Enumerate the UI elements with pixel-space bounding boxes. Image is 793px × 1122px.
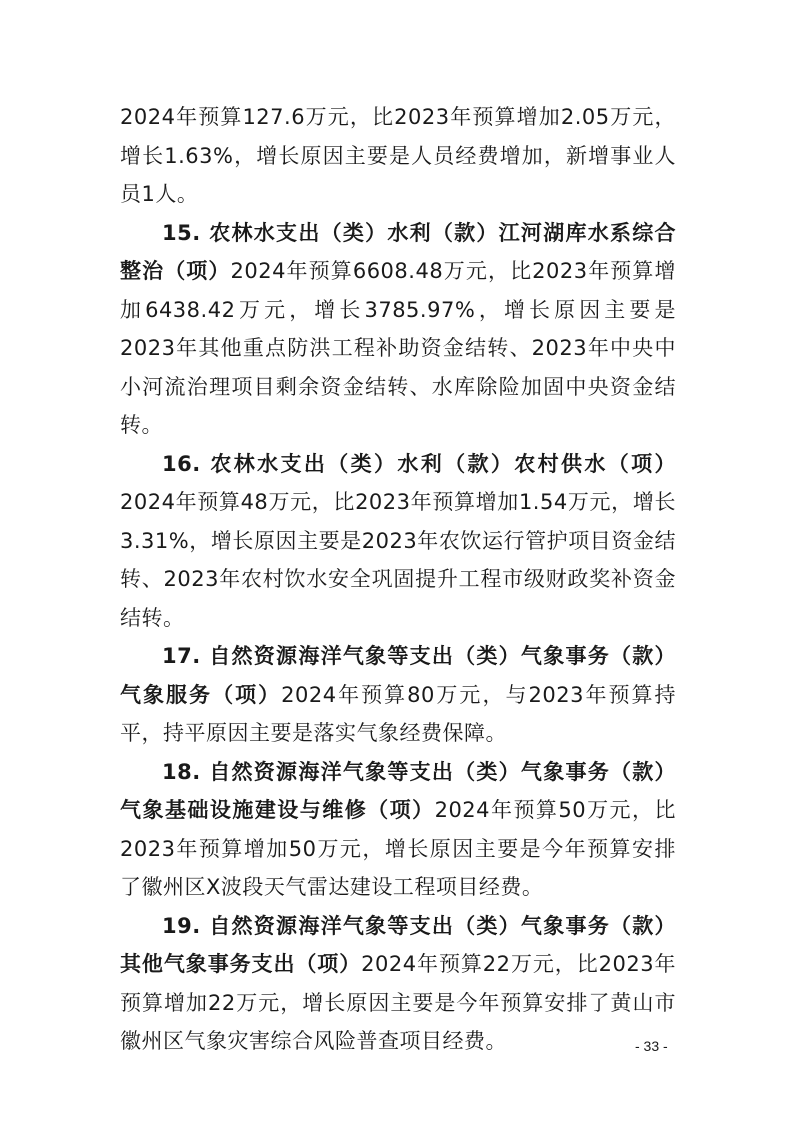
- item-heading: 19. 自然资源海洋气象等支出（类）气象事务（款）其他气象事务支出（项）: [120, 913, 676, 976]
- paragraph-body: 2024年预算22万元，比2023年预算增加22万元，增长原因主要是今年预算安排了黄山市徽州区气象灾害综合风险普查项目经费。: [120, 952, 676, 1053]
- item-heading: 16. 农林水支出（类）水利（款）农村供水（项）: [162, 451, 676, 476]
- item-heading: 15. 农林水支出（类）水利（款）江河湖库水系综合整治（项）: [120, 220, 676, 283]
- paragraph-body: 2024年预算80万元，与2023年预算持平，持平原因主要是落实气象经费保障。: [120, 682, 677, 745]
- paragraph-item-16: [120, 445, 676, 638]
- paragraph-body: 2024年预算6608.48万元，比2023年预算增加6438.42万元，增长3785.97%，增长原因主要是2023年其他重点防洪工程补助资金结转、2023年中央中小河流治理项目剩余资金结转、水库除险加固中央资金结转。: [120, 259, 677, 437]
- document-body: [120, 98, 676, 1061]
- paragraph-body: 2024年预算50万元，比2023年预算增加50万元，增长原因主要是今年预算安排了徽州区X波段天气雷达建设工程项目经费。: [120, 798, 676, 899]
- paragraph-item-17: [120, 637, 676, 753]
- paragraph-body: 2024年预算48万元，比2023年预算增加1.54万元，增长3.31%，增长原因主要是2023年农饮运行管护项目资金结转、2023年农村饮水安全巩固提升工程市级财政奖补资金结转。: [120, 490, 676, 630]
- page-number: - 33 -: [635, 1038, 668, 1054]
- paragraph-continuation: [120, 98, 676, 214]
- paragraph-item-19: [120, 907, 676, 1061]
- paragraph-item-15: [120, 214, 676, 445]
- item-heading: 18. 自然资源海洋气象等支出（类）气象事务（款）气象基础设施建设与维修（项）: [120, 759, 676, 822]
- paragraph-item-18: [120, 753, 676, 907]
- item-heading: 17. 自然资源海洋气象等支出（类）气象事务（款）气象服务（项）: [120, 644, 676, 707]
- paragraph-body: 2024年预算127.6万元，比2023年预算增加2.05万元，增长1.63%，增长原因主要是人员经费增加，新增事业人员1人。: [120, 105, 676, 206]
